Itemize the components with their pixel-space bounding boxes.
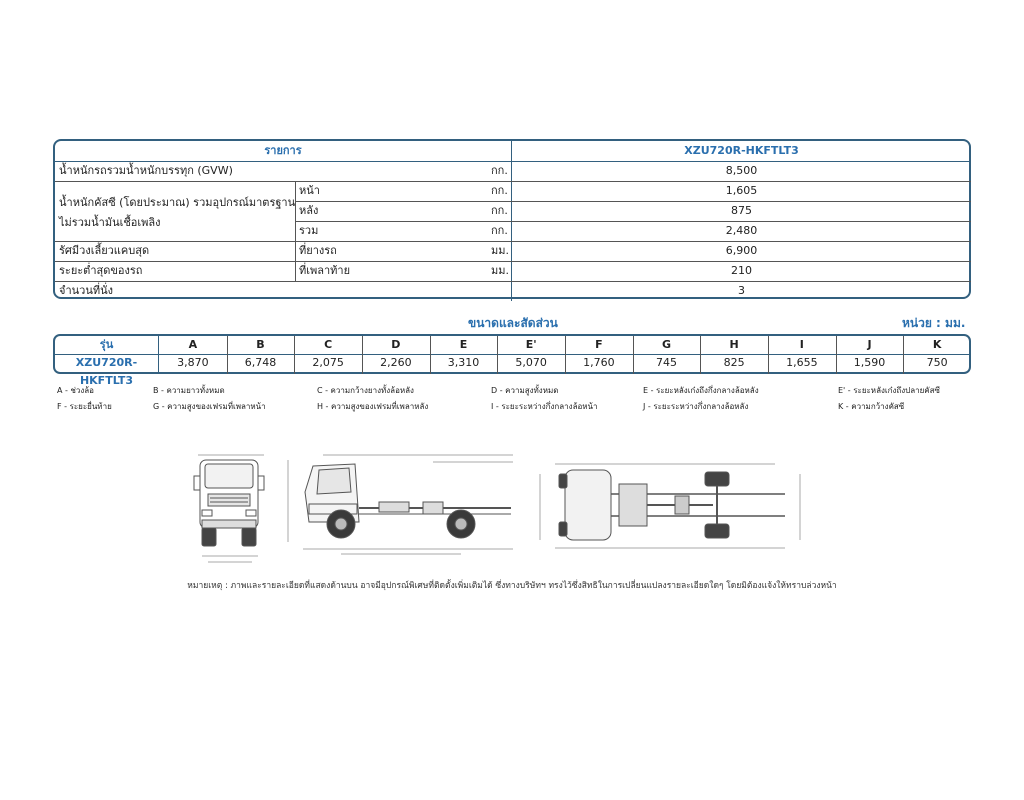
column-divider bbox=[768, 336, 769, 374]
dimension-col-header: B bbox=[256, 338, 265, 351]
legend-item: J - ระยะระหว่างกึ่งกลางล้อหลัง bbox=[643, 402, 749, 411]
gvw-unit: กก. bbox=[491, 164, 508, 177]
dimension-col-header: K bbox=[932, 338, 942, 351]
legend-item: F - ระยะยื่นท้าย bbox=[57, 402, 112, 411]
ground-clearance-value: 210 bbox=[731, 264, 752, 277]
column-divider bbox=[836, 336, 837, 374]
legend-item: G - ความสูงของเฟรมที่เพลาหน้า bbox=[153, 402, 266, 411]
dimension-value: 3,870 bbox=[177, 356, 209, 369]
dimension-unit: หน่วย : มม. bbox=[902, 316, 966, 330]
turning-radius-unit: มม. bbox=[491, 244, 509, 257]
ground-clearance-label: ระยะต่ำสุดของรถ bbox=[59, 264, 143, 277]
total-value: 2,480 bbox=[725, 224, 758, 237]
dimension-model: XZU720R-HKFTLT3 bbox=[75, 356, 138, 387]
rear-value: 875 bbox=[731, 204, 752, 217]
turning-radius-value: 6,900 bbox=[725, 244, 758, 257]
dimension-value: 1,590 bbox=[853, 356, 886, 369]
dimension-value: 1,760 bbox=[583, 356, 615, 369]
dimension-value: 1,655 bbox=[786, 356, 818, 369]
column-divider bbox=[497, 336, 498, 374]
legend-item: A - ช่วงล้อ bbox=[57, 386, 94, 395]
turning-radius-sub: ที่ยางรถ bbox=[299, 244, 337, 257]
column-divider bbox=[633, 336, 634, 374]
truck-side-view bbox=[283, 452, 523, 567]
legend-item: E' - ระยะหลังเก๋งถึงปลายคัสซี bbox=[838, 386, 940, 395]
legend-item: H - ความสูงของเฟรมที่เพลาหลัง bbox=[317, 402, 429, 411]
spec-table-header bbox=[55, 141, 969, 162]
dimension-col-header: D bbox=[391, 338, 401, 351]
dimension-value: 2,260 bbox=[380, 356, 412, 369]
disclaimer-note: หมายเหตุ : ภาพและรายละเอียดที่แสดงด้านบน อาจมีอุปกรณ์พิเศษที่ติดตั้งเพิ่มเติมได้ ซึ่งทางบริษัทฯ ทรงไว้ซึ่งสิทธิในการเปลี่ยนแปลงรายละเอียดใดๆ โดยมิต้องแจ้งให้ทราบล่วงหน้า bbox=[187, 581, 837, 591]
turning-radius-label: รัศมีวงเลี้ยวแคบสุด bbox=[59, 244, 150, 257]
dimension-value: 745 bbox=[655, 356, 677, 369]
dimension-col-header: F bbox=[595, 338, 603, 351]
total-unit: กก. bbox=[491, 224, 508, 237]
truck-front-view bbox=[188, 452, 276, 567]
legend-item: C - ความกว้างยางทั้งล้อหลัง bbox=[317, 386, 414, 395]
dimension-col-header: H bbox=[729, 338, 739, 351]
column-divider bbox=[565, 336, 566, 374]
spec-table bbox=[53, 139, 971, 299]
legend-item: D - ความสูงทั้งหมด bbox=[491, 386, 559, 395]
legend-item: B - ความยาวทั้งหมด bbox=[153, 386, 225, 395]
column-divider bbox=[227, 336, 228, 374]
dimension-value: 2,075 bbox=[312, 356, 344, 369]
dimension-table bbox=[53, 334, 971, 387]
legend-item: I - ระยะระหว่างกึ่งกลางล้อหน้า bbox=[491, 402, 598, 411]
dimension-value: 750 bbox=[926, 356, 948, 369]
column-divider bbox=[430, 336, 431, 374]
dimension-value: 6,748 bbox=[244, 356, 277, 369]
rear-unit: กก. bbox=[491, 204, 508, 217]
spec-header-model: XZU720R-HKFTLT3 bbox=[684, 144, 799, 157]
curb-weight-label-2: ไม่รวมน้ำมันเชื้อเพลิง bbox=[59, 216, 161, 229]
truck-top-view bbox=[535, 460, 820, 555]
dimension-value: 5,070 bbox=[515, 356, 547, 369]
column-divider bbox=[294, 336, 295, 374]
ground-clearance-unit: มม. bbox=[491, 264, 509, 277]
ground-clearance-sub: ที่เพลาท้าย bbox=[299, 264, 351, 277]
dimension-col-header: C bbox=[324, 338, 333, 351]
column-divider bbox=[362, 336, 363, 374]
dimension-col-header: A bbox=[188, 338, 198, 351]
column-divider bbox=[700, 336, 701, 374]
front-label: หน้า bbox=[299, 184, 320, 197]
gvw-label: น้ำหนักรถรวมน้ำหนักบรรทุก (GVW) bbox=[59, 164, 233, 177]
legend-item: K - ความกว้างคัสซี bbox=[838, 402, 905, 411]
column-divider bbox=[903, 336, 904, 374]
front-unit: กก. bbox=[491, 184, 508, 197]
dimension-value: 3,310 bbox=[447, 356, 480, 369]
legend-item: E - ระยะหลังเก๋งถึงกึ่งกลางล้อหลัง bbox=[643, 386, 759, 395]
dimension-col-header: E' bbox=[525, 338, 537, 351]
dimension-model-header: รุ่น bbox=[99, 338, 114, 351]
dimension-title: ขนาดและสัดส่วน bbox=[468, 316, 558, 330]
seats-value: 3 bbox=[738, 284, 745, 297]
dimension-col-header: G bbox=[661, 338, 671, 351]
seats-label: จำนวนที่นั่ง bbox=[59, 284, 113, 297]
curb-weight-label: น้ำหนักคัสซี (โดยประมาณ) รวมอุปกรณ์มาตรฐาน bbox=[59, 196, 296, 209]
spec-header-item: รายการ bbox=[264, 144, 302, 157]
dimension-col-header: J bbox=[867, 338, 872, 351]
dimension-col-header: E bbox=[459, 338, 468, 351]
front-value: 1,605 bbox=[725, 184, 758, 197]
rear-label: หลัง bbox=[299, 204, 319, 217]
dimension-value: 825 bbox=[723, 356, 745, 369]
dimension-col-header: I bbox=[799, 338, 804, 351]
gvw-value: 8,500 bbox=[725, 164, 758, 177]
total-label: รวม bbox=[299, 224, 319, 237]
